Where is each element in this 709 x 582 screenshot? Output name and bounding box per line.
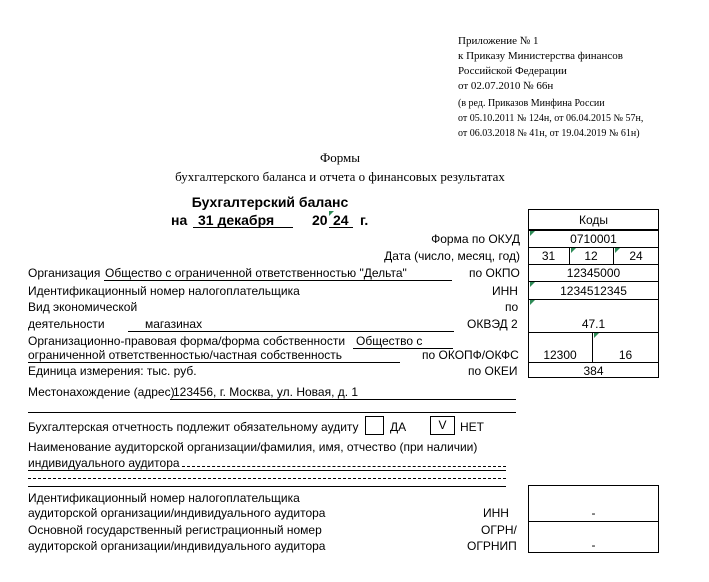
balance-date: 31 декабря — [198, 212, 275, 228]
location-value: 123456, г. Москва, ул. Новая, д. 1 — [173, 385, 359, 399]
activity-label-2: деятельности — [28, 317, 105, 331]
auditor-ogrn-code-2: ОГРНИП — [467, 539, 517, 553]
edition-line-2: от 05.10.2011 № 124н, от 06.04.2015 № 57н, — [458, 113, 644, 124]
year-prefix: 20 — [312, 212, 328, 228]
okpo-label: по ОКПО — [469, 266, 520, 280]
cell-marker-icon — [615, 248, 620, 253]
legal-value-1: Общество с — [356, 334, 423, 348]
okfs-value: 16 — [618, 348, 633, 362]
year-underline — [329, 227, 353, 228]
audit-no-checkbox[interactable]: V — [430, 416, 455, 435]
unit-label: Единица измерения: тыс. руб. — [28, 364, 197, 378]
cell-marker-icon — [571, 248, 576, 253]
auditor-name-label-1: Наименование аудиторской организации/фамилия, имя, отчество (при наличии) — [28, 440, 478, 454]
org-label: Организация — [28, 266, 101, 280]
okei-label: по ОКЕИ — [468, 364, 518, 378]
balance-title: Бухгалтерский баланс — [191, 194, 349, 210]
okopf-value: 12300 — [543, 348, 577, 362]
appendix-line-4: от 02.07.2010 № 66н — [458, 80, 554, 92]
date-year: 24 — [629, 249, 643, 263]
inn-label: Идентификационный номер налогоплательщика — [28, 284, 300, 298]
auditor-ogrn-code-1: ОГРН/ — [481, 523, 517, 537]
date-label: Дата (число, месяц, год) — [384, 249, 520, 263]
forms-subtitle: бухгалтерского баланса и отчета о финансовых результатах — [175, 169, 505, 184]
cell-marker-icon — [530, 300, 535, 305]
auditor-inn-value: - — [591, 506, 596, 520]
okved-po: по — [505, 300, 519, 314]
balance-on: на — [171, 212, 188, 228]
inn-code-label: ИНН — [492, 284, 518, 298]
forms-title: Формы — [319, 150, 361, 165]
edition-line-3: от 06.03.2018 № 41н, от 19.04.2019 № 61н) — [458, 128, 640, 139]
auditor-ogrn-label-1: Основной государственный регистрационный номер — [28, 523, 322, 537]
okopf-label: по ОКОПФ/ОКФС — [422, 348, 519, 362]
auditor-name-label-2: индивидуального аудитора — [28, 456, 180, 470]
auditor-ogrn-value: - — [591, 538, 596, 552]
activity-label-1: Вид экономической — [28, 300, 138, 314]
codes-header: Коды — [578, 213, 609, 227]
okpo-value: 12345000 — [566, 266, 621, 280]
okud-value: 0710001 — [570, 232, 617, 246]
date-underline — [193, 227, 293, 228]
cell-marker-icon — [329, 211, 334, 216]
okved-label: ОКВЭД 2 — [467, 317, 518, 331]
auditor-inn-label-1: Идентификационный номер налогоплательщика — [28, 491, 300, 505]
appendix-line-3: Российской Федерации — [458, 65, 567, 77]
appendix-line-1: Приложение № 1 — [458, 35, 539, 47]
auditor-ogrn-label-2: аудиторской организации/индивидуального аудитора — [28, 539, 326, 553]
inn-value: 1234512345 — [560, 284, 627, 298]
legal-label: Организационно-правовая форма/форма собственности — [28, 334, 346, 348]
audit-yes-label: ДА — [390, 420, 407, 434]
date-day: 31 — [541, 249, 556, 263]
audit-yes-checkbox[interactable] — [365, 416, 384, 435]
cell-marker-icon — [594, 333, 599, 338]
org-value: Общество с ограниченной ответственностью "Дельта" — [105, 266, 407, 280]
year-suffix: 24 — [333, 212, 349, 228]
okud-label: Форма по ОКУД — [431, 232, 520, 246]
date-month: 12 — [584, 249, 598, 263]
auditor-inn-code: ИНН — [483, 506, 509, 520]
edition-line-1: (в ред. Приказов Минфина России — [458, 98, 605, 109]
legal-value-2: ограниченной ответственностью/частная собственность — [28, 348, 343, 362]
audit-required-label: Бухгалтерская отчетность подлежит обязательному аудиту — [28, 420, 359, 434]
auditor-inn-label-2: аудиторской организации/индивидуального аудитора — [28, 506, 326, 520]
activity-value: магазинах — [145, 317, 203, 331]
audit-no-label: НЕТ — [460, 420, 484, 434]
location-label: Местонахождение (адрес) — [28, 385, 175, 399]
okei-value: 384 — [583, 364, 604, 378]
year-g: г. — [360, 212, 369, 228]
okved-value: 47.1 — [581, 317, 606, 331]
appendix-line-2: к Приказу Министерства финансов — [458, 50, 623, 62]
